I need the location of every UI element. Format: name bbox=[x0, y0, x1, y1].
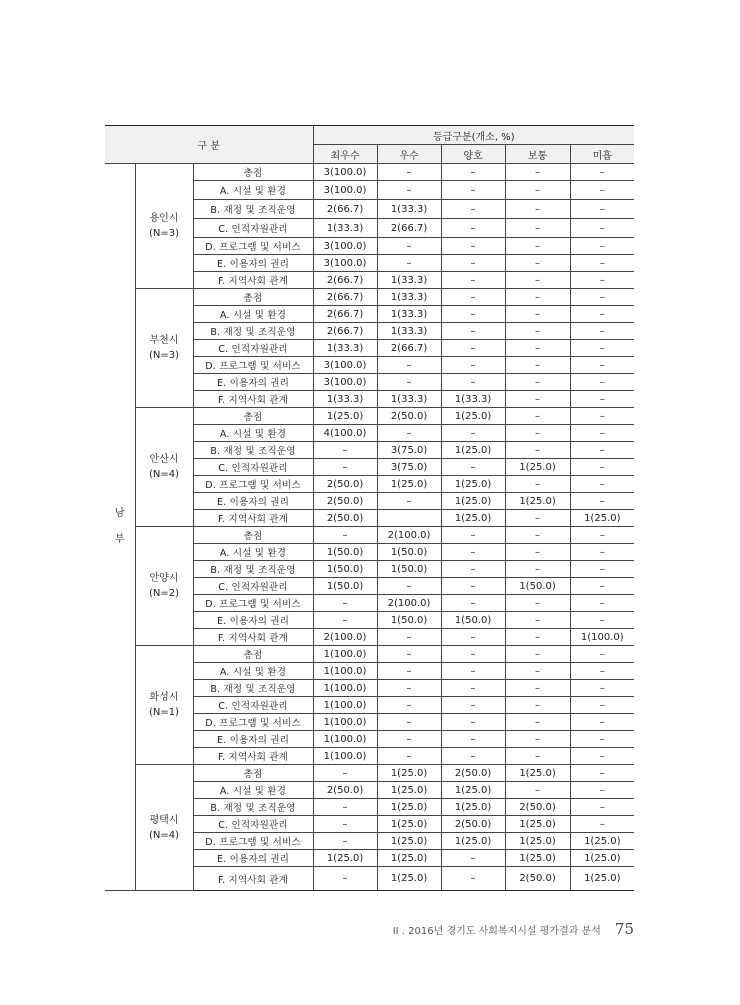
value-cell: – bbox=[441, 867, 505, 891]
item-cell: E. 이용자의 권리 bbox=[193, 850, 313, 867]
value-cell: – bbox=[505, 561, 570, 578]
value-cell: – bbox=[441, 164, 505, 181]
value-cell: – bbox=[505, 748, 570, 765]
value-cell: 1(25.0) bbox=[313, 408, 377, 425]
value-cell: 1(50.0) bbox=[313, 561, 377, 578]
value-cell: 1(25.0) bbox=[570, 867, 634, 891]
value-cell: – bbox=[505, 714, 570, 731]
value-cell: – bbox=[570, 306, 634, 323]
value-cell: 2(50.0) bbox=[313, 493, 377, 510]
value-cell: – bbox=[570, 289, 634, 306]
value-cell: 2(50.0) bbox=[505, 867, 570, 891]
value-cell: 2(50.0) bbox=[313, 476, 377, 493]
value-cell: – bbox=[505, 272, 570, 289]
city-cell: 평택시 (N=4) bbox=[135, 765, 193, 891]
grade-group-header: 등급구분(개소, %) bbox=[313, 126, 634, 145]
value-cell: 2(50.0) bbox=[505, 799, 570, 816]
value-cell: – bbox=[505, 510, 570, 527]
value-cell: – bbox=[570, 181, 634, 200]
item-cell: 총점 bbox=[193, 408, 313, 425]
value-cell: – bbox=[505, 697, 570, 714]
value-cell: 2(50.0) bbox=[441, 765, 505, 782]
value-cell: – bbox=[377, 238, 441, 255]
value-cell: 2(100.0) bbox=[377, 595, 441, 612]
value-cell: – bbox=[570, 357, 634, 374]
value-cell: – bbox=[441, 357, 505, 374]
value-cell: 1(25.0) bbox=[441, 833, 505, 850]
item-cell: A. 시설 및 환경 bbox=[193, 782, 313, 799]
value-cell: – bbox=[441, 255, 505, 272]
value-cell: – bbox=[570, 238, 634, 255]
value-cell: 1(33.3) bbox=[377, 272, 441, 289]
value-cell: – bbox=[441, 714, 505, 731]
item-cell: E. 이용자의 권리 bbox=[193, 612, 313, 629]
item-cell: B. 재정 및 조직운영 bbox=[193, 680, 313, 697]
table-body bbox=[105, 164, 634, 891]
value-cell: – bbox=[570, 493, 634, 510]
item-cell: D. 프로그램 및 서비스 bbox=[193, 595, 313, 612]
value-cell: – bbox=[313, 442, 377, 459]
city-cell: 부천시 (N=3) bbox=[135, 289, 193, 408]
value-cell: 2(50.0) bbox=[441, 816, 505, 833]
table-row bbox=[105, 289, 634, 306]
value-cell: – bbox=[570, 680, 634, 697]
value-cell: – bbox=[377, 164, 441, 181]
value-cell: 1(50.0) bbox=[441, 612, 505, 629]
value-cell: – bbox=[570, 442, 634, 459]
value-cell: 3(100.0) bbox=[313, 164, 377, 181]
value-cell: – bbox=[505, 238, 570, 255]
value-cell: – bbox=[570, 459, 634, 476]
value-cell: – bbox=[377, 714, 441, 731]
value-cell: – bbox=[505, 374, 570, 391]
value-cell: 1(25.0) bbox=[377, 833, 441, 850]
value-cell: – bbox=[441, 306, 505, 323]
value-cell: 1(25.0) bbox=[505, 833, 570, 850]
value-cell: 1(25.0) bbox=[441, 493, 505, 510]
item-cell: F. 지역사회 관계 bbox=[193, 272, 313, 289]
value-cell: – bbox=[377, 663, 441, 680]
value-cell: – bbox=[377, 425, 441, 442]
value-cell: 3(100.0) bbox=[313, 238, 377, 255]
item-cell: 총점 bbox=[193, 765, 313, 782]
value-cell: 1(25.0) bbox=[505, 459, 570, 476]
value-cell: 1(100.0) bbox=[313, 697, 377, 714]
value-cell: – bbox=[570, 340, 634, 357]
value-cell: – bbox=[313, 833, 377, 850]
value-cell: – bbox=[505, 595, 570, 612]
value-cell: 1(25.0) bbox=[505, 765, 570, 782]
value-cell: 1(25.0) bbox=[377, 850, 441, 867]
value-cell: 1(25.0) bbox=[441, 782, 505, 799]
value-cell: 1(50.0) bbox=[377, 612, 441, 629]
item-cell: B. 재정 및 조직운영 bbox=[193, 799, 313, 816]
value-cell: – bbox=[441, 200, 505, 219]
value-cell: 2(66.7) bbox=[377, 340, 441, 357]
value-cell: – bbox=[570, 272, 634, 289]
value-cell: 3(100.0) bbox=[313, 255, 377, 272]
value-cell: – bbox=[505, 408, 570, 425]
value-cell: – bbox=[377, 680, 441, 697]
value-cell: – bbox=[505, 391, 570, 408]
value-cell: – bbox=[505, 612, 570, 629]
value-cell: – bbox=[505, 164, 570, 181]
value-cell: – bbox=[570, 527, 634, 544]
value-cell: 1(25.0) bbox=[377, 476, 441, 493]
value-cell: 1(25.0) bbox=[377, 765, 441, 782]
region-label: 남 부 bbox=[114, 508, 125, 545]
value-cell: 1(100.0) bbox=[313, 714, 377, 731]
item-cell: B. 재정 및 조직운영 bbox=[193, 200, 313, 219]
item-cell: 총점 bbox=[193, 646, 313, 663]
division-header: 구 분 bbox=[105, 126, 313, 164]
value-cell: 1(33.3) bbox=[377, 289, 441, 306]
value-cell: – bbox=[441, 646, 505, 663]
value-cell: 2(66.7) bbox=[313, 200, 377, 219]
value-cell: – bbox=[570, 544, 634, 561]
value-cell: – bbox=[570, 748, 634, 765]
item-cell: A. 시설 및 환경 bbox=[193, 663, 313, 680]
value-cell: – bbox=[570, 578, 634, 595]
value-cell: – bbox=[570, 200, 634, 219]
value-cell: 1(100.0) bbox=[313, 731, 377, 748]
value-cell: 1(33.3) bbox=[377, 391, 441, 408]
value-cell: – bbox=[377, 255, 441, 272]
value-cell: – bbox=[441, 595, 505, 612]
value-cell: 2(66.7) bbox=[313, 272, 377, 289]
item-cell: C. 인적자원관리 bbox=[193, 578, 313, 595]
grade-header: 보통 bbox=[505, 145, 570, 164]
value-cell: – bbox=[377, 646, 441, 663]
value-cell: – bbox=[377, 374, 441, 391]
value-cell: 1(100.0) bbox=[313, 663, 377, 680]
value-cell bbox=[377, 510, 441, 527]
table-row bbox=[105, 408, 634, 425]
value-cell: – bbox=[570, 731, 634, 748]
value-cell: – bbox=[441, 425, 505, 442]
item-cell: B. 재정 및 조직운영 bbox=[193, 442, 313, 459]
value-cell: – bbox=[441, 748, 505, 765]
value-cell: – bbox=[441, 238, 505, 255]
value-cell: 2(66.7) bbox=[313, 323, 377, 340]
value-cell: 1(33.3) bbox=[377, 200, 441, 219]
value-cell: 1(33.3) bbox=[377, 306, 441, 323]
item-cell: A. 시설 및 환경 bbox=[193, 544, 313, 561]
item-cell: A. 시설 및 환경 bbox=[193, 181, 313, 200]
value-cell: – bbox=[377, 578, 441, 595]
value-cell: – bbox=[570, 816, 634, 833]
item-cell: C. 인적자원관리 bbox=[193, 340, 313, 357]
value-cell: – bbox=[441, 697, 505, 714]
chapter-title: II . 2016년 경기도 사회복지시설 평가결과 분석 bbox=[392, 926, 601, 937]
grade-header: 우수 bbox=[377, 145, 441, 164]
value-cell: – bbox=[313, 459, 377, 476]
value-cell: 1(25.0) bbox=[570, 850, 634, 867]
value-cell: 2(50.0) bbox=[313, 510, 377, 527]
value-cell: 1(100.0) bbox=[313, 646, 377, 663]
item-cell: D. 프로그램 및 서비스 bbox=[193, 476, 313, 493]
item-cell: D. 프로그램 및 서비스 bbox=[193, 833, 313, 850]
value-cell: – bbox=[505, 544, 570, 561]
value-cell: 1(25.0) bbox=[441, 442, 505, 459]
value-cell: – bbox=[313, 595, 377, 612]
value-cell: 1(33.3) bbox=[377, 323, 441, 340]
value-cell: – bbox=[570, 391, 634, 408]
value-cell: 2(50.0) bbox=[313, 782, 377, 799]
value-cell: – bbox=[441, 578, 505, 595]
value-cell: – bbox=[570, 164, 634, 181]
value-cell: – bbox=[505, 782, 570, 799]
value-cell: – bbox=[570, 612, 634, 629]
value-cell: 1(25.0) bbox=[570, 833, 634, 850]
value-cell: – bbox=[570, 782, 634, 799]
value-cell: – bbox=[505, 663, 570, 680]
value-cell: – bbox=[570, 765, 634, 782]
item-cell: C. 인적자원관리 bbox=[193, 219, 313, 238]
value-cell: 1(25.0) bbox=[441, 476, 505, 493]
item-cell: 총점 bbox=[193, 164, 313, 181]
value-cell: – bbox=[570, 561, 634, 578]
value-cell: – bbox=[313, 765, 377, 782]
value-cell: – bbox=[505, 646, 570, 663]
value-cell: 1(50.0) bbox=[505, 578, 570, 595]
value-cell: 1(100.0) bbox=[313, 748, 377, 765]
value-cell: – bbox=[505, 219, 570, 238]
value-cell: 3(75.0) bbox=[377, 459, 441, 476]
value-cell: – bbox=[377, 748, 441, 765]
value-cell: 1(25.0) bbox=[441, 799, 505, 816]
value-cell: – bbox=[313, 816, 377, 833]
value-cell: 3(75.0) bbox=[377, 442, 441, 459]
value-cell: – bbox=[441, 340, 505, 357]
item-cell: F. 지역사회 관계 bbox=[193, 391, 313, 408]
table-row bbox=[105, 164, 634, 181]
value-cell: 1(25.0) bbox=[377, 799, 441, 816]
value-cell: – bbox=[313, 799, 377, 816]
value-cell: 1(100.0) bbox=[570, 629, 634, 646]
value-cell: 2(100.0) bbox=[313, 629, 377, 646]
value-cell: – bbox=[313, 612, 377, 629]
value-cell: – bbox=[441, 544, 505, 561]
value-cell: 2(100.0) bbox=[377, 527, 441, 544]
city-cell: 화성시 (N=1) bbox=[135, 646, 193, 765]
item-cell: D. 프로그램 및 서비스 bbox=[193, 238, 313, 255]
item-cell: F. 지역사회 관계 bbox=[193, 629, 313, 646]
value-cell: 4(100.0) bbox=[313, 425, 377, 442]
value-cell: – bbox=[377, 629, 441, 646]
item-cell: D. 프로그램 및 서비스 bbox=[193, 714, 313, 731]
value-cell: 1(25.0) bbox=[441, 510, 505, 527]
value-cell: – bbox=[570, 714, 634, 731]
item-cell: C. 인적자원관리 bbox=[193, 816, 313, 833]
value-cell: – bbox=[505, 181, 570, 200]
value-cell: – bbox=[377, 697, 441, 714]
value-cell: – bbox=[570, 374, 634, 391]
value-cell: – bbox=[441, 272, 505, 289]
evaluation-grade-table bbox=[105, 125, 634, 891]
value-cell: 1(25.0) bbox=[313, 850, 377, 867]
value-cell: 1(50.0) bbox=[377, 544, 441, 561]
value-cell: – bbox=[441, 289, 505, 306]
value-cell: – bbox=[441, 663, 505, 680]
item-cell: E. 이용자의 권리 bbox=[193, 493, 313, 510]
value-cell: 2(50.0) bbox=[377, 408, 441, 425]
value-cell: – bbox=[505, 289, 570, 306]
value-cell: – bbox=[505, 323, 570, 340]
value-cell: – bbox=[570, 408, 634, 425]
item-cell: C. 인적자원관리 bbox=[193, 459, 313, 476]
item-cell: E. 이용자의 권리 bbox=[193, 731, 313, 748]
grade-header: 최우수 bbox=[313, 145, 377, 164]
value-cell: – bbox=[441, 680, 505, 697]
value-cell: 3(100.0) bbox=[313, 181, 377, 200]
item-cell: 총점 bbox=[193, 289, 313, 306]
value-cell: 1(25.0) bbox=[377, 816, 441, 833]
value-cell: 1(50.0) bbox=[313, 544, 377, 561]
value-cell: 1(33.3) bbox=[313, 391, 377, 408]
city-cell: 용인시 (N=3) bbox=[135, 164, 193, 289]
grade-header: 미흡 bbox=[570, 145, 634, 164]
item-cell: B. 재정 및 조직운영 bbox=[193, 323, 313, 340]
value-cell: 1(33.3) bbox=[441, 391, 505, 408]
value-cell: – bbox=[377, 731, 441, 748]
value-cell: 3(100.0) bbox=[313, 374, 377, 391]
value-cell: 1(33.3) bbox=[313, 219, 377, 238]
city-cell: 안양시 (N=2) bbox=[135, 527, 193, 646]
value-cell: – bbox=[570, 646, 634, 663]
value-cell: 1(25.0) bbox=[377, 867, 441, 891]
value-cell: – bbox=[570, 476, 634, 493]
value-cell: – bbox=[505, 731, 570, 748]
value-cell: – bbox=[441, 561, 505, 578]
value-cell: – bbox=[377, 357, 441, 374]
value-cell: – bbox=[441, 629, 505, 646]
item-cell: F. 지역사회 관계 bbox=[193, 867, 313, 891]
value-cell: 1(50.0) bbox=[377, 561, 441, 578]
grade-header: 양호 bbox=[441, 145, 505, 164]
value-cell: – bbox=[505, 629, 570, 646]
item-cell: F. 지역사회 관계 bbox=[193, 748, 313, 765]
item-cell: F. 지역사회 관계 bbox=[193, 510, 313, 527]
value-cell: – bbox=[313, 867, 377, 891]
value-cell: – bbox=[313, 527, 377, 544]
value-cell: – bbox=[441, 374, 505, 391]
page-number: 75 bbox=[614, 920, 634, 938]
value-cell: – bbox=[441, 527, 505, 544]
value-cell: 2(66.7) bbox=[313, 289, 377, 306]
city-cell: 안산시 (N=4) bbox=[135, 408, 193, 527]
value-cell: – bbox=[505, 340, 570, 357]
value-cell: – bbox=[441, 181, 505, 200]
item-cell: A. 시설 및 환경 bbox=[193, 425, 313, 442]
value-cell: – bbox=[505, 680, 570, 697]
value-cell: – bbox=[505, 357, 570, 374]
value-cell: – bbox=[441, 459, 505, 476]
item-cell: A. 시설 및 환경 bbox=[193, 306, 313, 323]
value-cell: – bbox=[570, 663, 634, 680]
value-cell: – bbox=[505, 425, 570, 442]
page-footer bbox=[0, 920, 634, 940]
value-cell: 1(25.0) bbox=[505, 816, 570, 833]
value-cell: – bbox=[570, 255, 634, 272]
value-cell: 1(33.3) bbox=[313, 340, 377, 357]
value-cell: – bbox=[570, 595, 634, 612]
table-row bbox=[105, 527, 634, 544]
value-cell: 1(25.0) bbox=[377, 782, 441, 799]
value-cell: – bbox=[505, 200, 570, 219]
value-cell: – bbox=[377, 493, 441, 510]
value-cell: 1(25.0) bbox=[505, 493, 570, 510]
value-cell: – bbox=[570, 323, 634, 340]
value-cell: – bbox=[441, 731, 505, 748]
item-cell: D. 프로그램 및 서비스 bbox=[193, 357, 313, 374]
value-cell: 1(50.0) bbox=[313, 578, 377, 595]
value-cell: 1(25.0) bbox=[505, 850, 570, 867]
value-cell: 1(25.0) bbox=[570, 510, 634, 527]
value-cell: – bbox=[441, 850, 505, 867]
item-cell: B. 재정 및 조직운영 bbox=[193, 561, 313, 578]
item-cell: E. 이용자의 권리 bbox=[193, 374, 313, 391]
value-cell: 1(100.0) bbox=[313, 680, 377, 697]
value-cell: – bbox=[505, 476, 570, 493]
value-cell: – bbox=[570, 425, 634, 442]
value-cell: – bbox=[505, 255, 570, 272]
value-cell: – bbox=[505, 527, 570, 544]
value-cell: 1(25.0) bbox=[441, 408, 505, 425]
region-cell bbox=[105, 164, 135, 891]
value-cell: 3(100.0) bbox=[313, 357, 377, 374]
value-cell: – bbox=[570, 219, 634, 238]
item-cell: 총점 bbox=[193, 527, 313, 544]
value-cell: – bbox=[505, 442, 570, 459]
value-cell: – bbox=[441, 219, 505, 238]
item-cell: C. 인적자원관리 bbox=[193, 697, 313, 714]
value-cell: – bbox=[505, 306, 570, 323]
value-cell: – bbox=[441, 323, 505, 340]
value-cell: – bbox=[377, 181, 441, 200]
table-row bbox=[105, 646, 634, 663]
value-cell: – bbox=[570, 799, 634, 816]
table-row bbox=[105, 765, 634, 782]
item-cell: E. 이용자의 권리 bbox=[193, 255, 313, 272]
value-cell: 2(66.7) bbox=[377, 219, 441, 238]
value-cell: 2(66.7) bbox=[313, 306, 377, 323]
value-cell: – bbox=[570, 697, 634, 714]
